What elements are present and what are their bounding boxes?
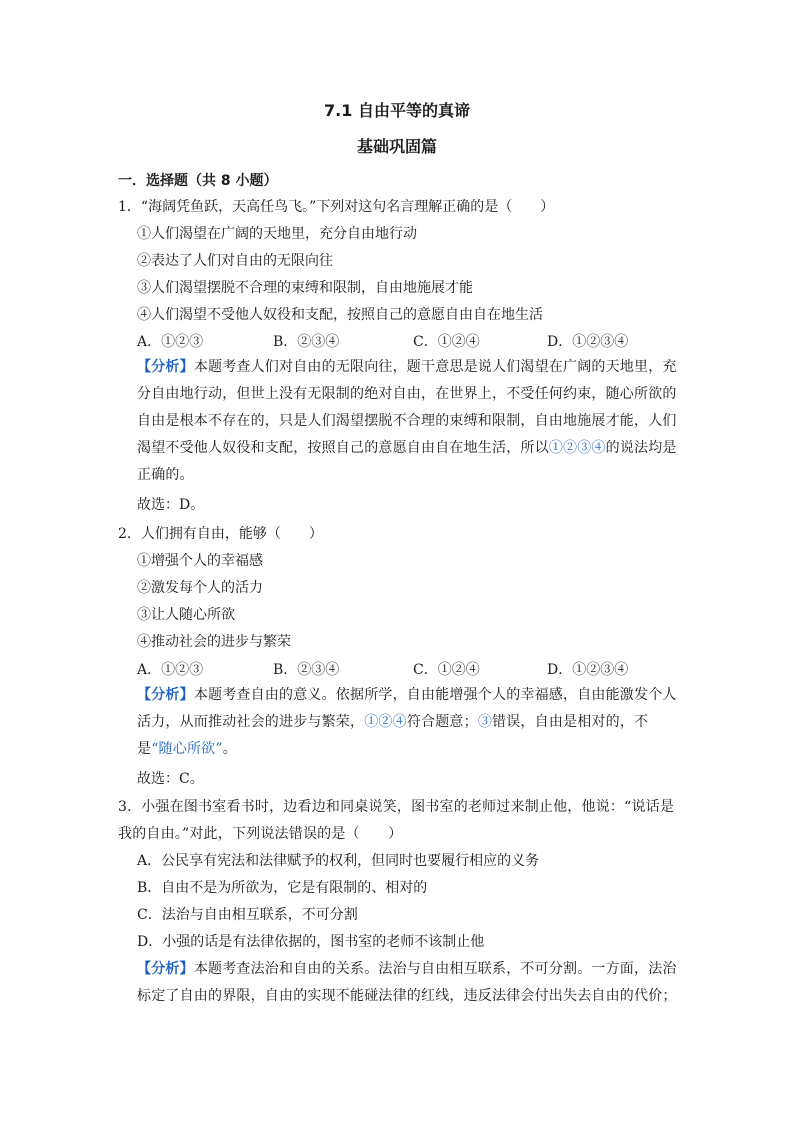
analysis-text: 本题考查人们对自由的无限向往，题干意思是说人们渴望在广阔的天地里，充分自由地行动，但世上没有无限制的绝对自由，在世界上，不受任何约束，随心所欲的自由是根本不存在的，只是人们渴望摆脱不合理的束缚和限制，自由地施展才能，人们渴望不受他人奴役和支配，按照自己的意愿自由自在地生活，所以 xyxy=(137,359,677,456)
question-1-stem: 1．“海阔凭鱼跃，天高任鸟飞。”下列对这句名言理解正确的是（ ） xyxy=(118,199,555,215)
question-2-choice-a: A．①②③ xyxy=(137,662,204,678)
question-3-choice-b: B．自由不是为所欲为，它是有限制的、相对的 xyxy=(137,880,428,896)
question-2-answer: 故选：C。 xyxy=(137,771,204,787)
analysis-end: 。 xyxy=(222,741,237,757)
analysis-text: 本题考查自由的意义。依据所学，自由能增强个人的幸福感，自由能激发个人活力，从而推动社会的进步与繁荣， xyxy=(137,687,677,730)
question-1-choice-d: D．①②③④ xyxy=(547,334,629,350)
question-3-choice-a: A．公民享有宪法和法律赋予的权利，但同时也要履行相应的义务 xyxy=(137,853,540,869)
question-1-item-3: ③人们渴望摆脱不合理的束缚和限制，自由地施展才能 xyxy=(137,280,473,296)
analysis-highlight-3: “随心所欲” xyxy=(151,741,223,757)
question-3-analysis xyxy=(137,956,677,1010)
question-1-answer: 故选：D。 xyxy=(137,497,205,513)
page-subtitle: 基础巩固篇 xyxy=(356,137,437,156)
analysis-highlight: ①②③④ xyxy=(548,440,606,456)
question-2-item-3: ③让人随心所欲 xyxy=(137,607,235,623)
question-1-item-4: ④人们渴望不受他人奴役和支配，按照自己的意愿自由自在地生活 xyxy=(137,307,543,323)
analysis-tail: 的说法均是正确的。 xyxy=(137,440,677,483)
analysis-label: 【分析】 xyxy=(137,687,194,703)
question-1-choice-a: A．①②③ xyxy=(137,334,204,350)
analysis-tail: 错误，自由是相对的，不是 xyxy=(137,714,649,757)
question-2-item-4: ④推动社会的进步与繁荣 xyxy=(137,634,291,650)
question-1-item-1: ①人们渴望在广阔的天地里，充分自由地行动 xyxy=(137,226,417,242)
analysis-highlight-2: ③ xyxy=(477,714,493,730)
question-3-stem: 3．小强在图书室看书时，边看边和同桌说笑，图书室的老师过来制止他，他说：“说话是我的自由。”对此，下列说法错误的是（ ） xyxy=(118,799,675,842)
analysis-mid: 符合题意； xyxy=(406,714,478,730)
analysis-label: 【分析】 xyxy=(137,961,194,977)
section-heading: 一．选择题（共 8 小题） xyxy=(118,173,278,189)
page-title: 7.1 自由平等的真谛 xyxy=(324,101,470,120)
question-2-stem: 2．人们拥有自由，能够（ ） xyxy=(118,526,323,542)
question-1-analysis xyxy=(137,354,677,489)
question-3-choice-d: D．小强的话是有法律依据的，图书室的老师不该制止他 xyxy=(137,934,485,950)
question-3-choice-c: C．法治与自由相互联系，不可分割 xyxy=(137,907,358,923)
question-2-item-1: ①增强个人的幸福感 xyxy=(137,553,263,569)
question-2-choice-d: D．①②③④ xyxy=(547,662,629,678)
question-1-choice-c: C．①②④ xyxy=(413,334,480,350)
analysis-label: 【分析】 xyxy=(137,359,194,375)
question-1-item-2: ②表达了人们对自由的无限向往 xyxy=(137,253,333,269)
analysis-text: 本题考查法治和自由的关系。法治与自由相互联系，不可分割。一方面，法治标定了自由的界限，自由的实现不能碰法律的红线，违反法律会付出失去自由的代价； xyxy=(137,961,677,1004)
question-2-item-2: ②激发每个人的活力 xyxy=(137,580,263,596)
analysis-highlight-1: ①②④ xyxy=(364,714,407,730)
question-2-analysis xyxy=(137,682,677,763)
question-1-choice-b: B．②③④ xyxy=(273,334,340,350)
question-2-choice-b: B．②③④ xyxy=(273,662,340,678)
question-2-choice-c: C．①②④ xyxy=(413,662,480,678)
